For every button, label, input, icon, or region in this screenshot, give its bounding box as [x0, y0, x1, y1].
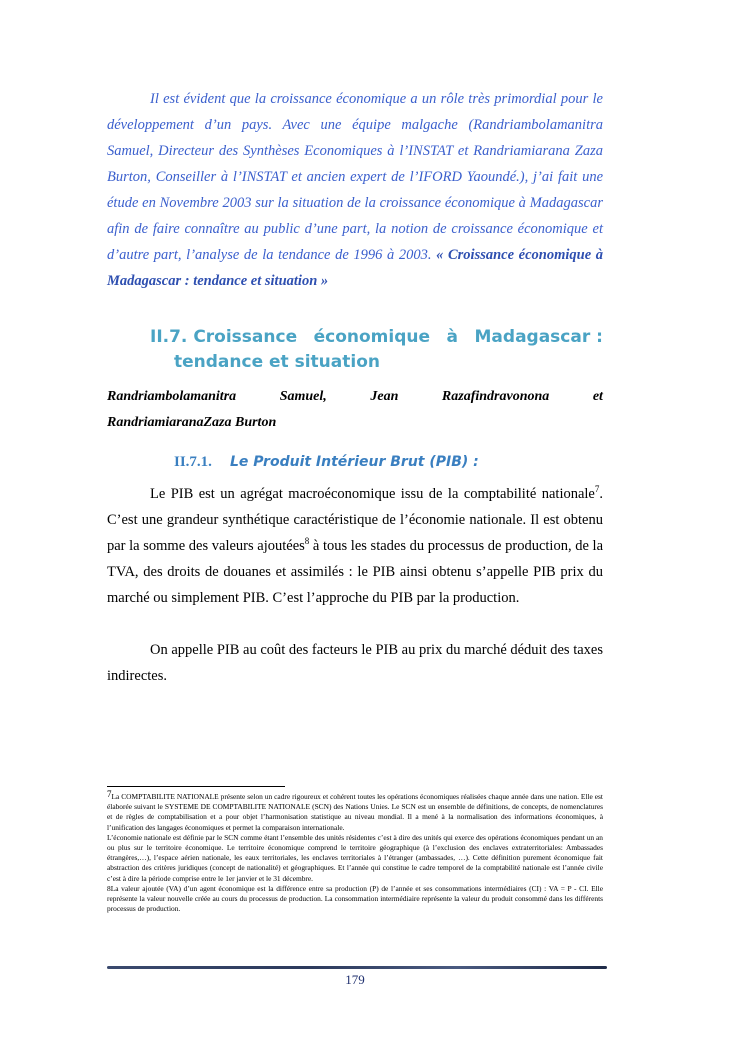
- subsection-number: II.7.1.: [174, 454, 212, 470]
- page-number: 179: [345, 972, 365, 987]
- authors-line2: RandriamiaranaZaza Burton: [107, 415, 277, 430]
- section-heading-word: II.7. Croissance: [150, 327, 298, 347]
- footnote-7-continued: L’économie nationale est définie par le SCN comme étant l’ensemble des unités résidentes c’est à dire des unités qui exerce des opérations économiques pendant un an ou plus sur le territoire économique. Le territoire économique comprend le territoire géographique (à l’exclusion des enclaves extraterritoriales: Ambassades étrangères,…), l’espace aérien nationale, les eaux territoriales, les enclaves territoriales à l’étranger (ambassades, …). Cette définition purement économique fait abstraction des critères juridiques (concept de nationalité) et géographiques. Et l’année qui constitue le cadre temporel de la comptabilité nationale est l’année civile c’est à dire la période comprise entre le 1er janvier et le 31 décembre.: [107, 832, 603, 883]
- body-text-run: Le PIB est un agrégat macroéconomique issu de la comptabilité nationale: [150, 486, 595, 502]
- footnote-text: La COMPTABILITE NATIONALE présente selon un cadre rigoureux et cohérent toutes les opérations économiques réalisées chaque année dans une nation. Elle est élaborée suivant le SYSTEME DE COMPTABILITE NATIONALE (SCN) des Nations Unies. Le SCN est un ensemble de définitions, de concepts, de nomenclatures et de règles de comptabilisation et a pour objet l’harmonisation statistique au niveau mondial. Il a mené à la normalisation des informations économiques, à l’unification des langages économiques et permet la comparaison internationale.: [107, 792, 603, 832]
- body-paragraph: [107, 481, 603, 611]
- footnote-7: [107, 789, 603, 833]
- section-heading: [150, 325, 603, 375]
- author-word: Razafindravonona: [441, 389, 550, 404]
- author-word: Randriambolamanitra: [107, 389, 237, 404]
- footnote-separator: [107, 786, 285, 787]
- body-text: [107, 481, 603, 689]
- author-word: Jean: [370, 389, 399, 404]
- section-heading-word: à: [446, 327, 459, 347]
- footnote-8: 8La valeur ajoutée (VA) d’un agent économique est la différence entre sa production (P) de l’année et ses consommations intermédiaires (CI) : VA = P - CI. Elle représente la valeur nouvelle créée au cours du processus de production. La consommation intermédiaire représente la valeur du produit consommé dans les différents processus de production.: [107, 883, 603, 914]
- subsection-title: Le Produit Intérieur Brut (PIB) :: [229, 454, 479, 470]
- intro-paragraph: [107, 86, 603, 294]
- section-heading-line2: tendance et situation: [174, 352, 380, 372]
- page-footer-rule: [107, 966, 607, 969]
- body-paragraph: On appelle PIB au coût des facteurs le PIB au prix du marché déduit des taxes indirectes.: [107, 642, 603, 684]
- footnote-mark: 7: [107, 789, 112, 799]
- body-text-run: à tous les stades du processus de production, de la TVA, des droits de douanes et assimilés : le PIB ainsi obtenu s’appelle PIB prix du marché ou simplement PIB. C’est l’approche du PIB par la production.: [107, 538, 603, 606]
- author-word: et: [592, 389, 603, 404]
- intro-quote: « Croissance économique à Madagascar : tendance et situation »: [107, 247, 604, 289]
- subsection-heading: [174, 452, 479, 472]
- author-word: Samuel,: [279, 389, 327, 404]
- footnote-ref: 8: [304, 536, 310, 547]
- authors-line: [107, 384, 603, 436]
- intro-text: Il est évident que la croissance économique a un rôle très primordial pour le développement d’un pays. Avec une équipe malgache (Randriambolamanitra Samuel, Directeur des Synthèses Economiques à l’INSTAT et Randriamiarana Zaza Burton, Conseiller à l’INSTAT et ancien expert de l’IFORD Yaoundé.), j’ai fait une étude en Novembre 2003 sur la situation de la croissance économique à Madagascar afin de faire connaître au public d’une part, la notion de croissance économique et d’autre part, l’analyse de la tendance de 1996 à 2003.: [107, 91, 603, 263]
- section-heading-word: économique: [313, 327, 431, 347]
- section-heading-word: Madagascar :: [474, 327, 603, 347]
- footnote-ref: 7: [594, 484, 600, 495]
- body-text-run: . C’est une grandeur synthétique caractéristique de l’économie nationale. Il est obtenu par la somme des valeurs ajoutées: [107, 486, 603, 554]
- footnotes: [107, 789, 603, 914]
